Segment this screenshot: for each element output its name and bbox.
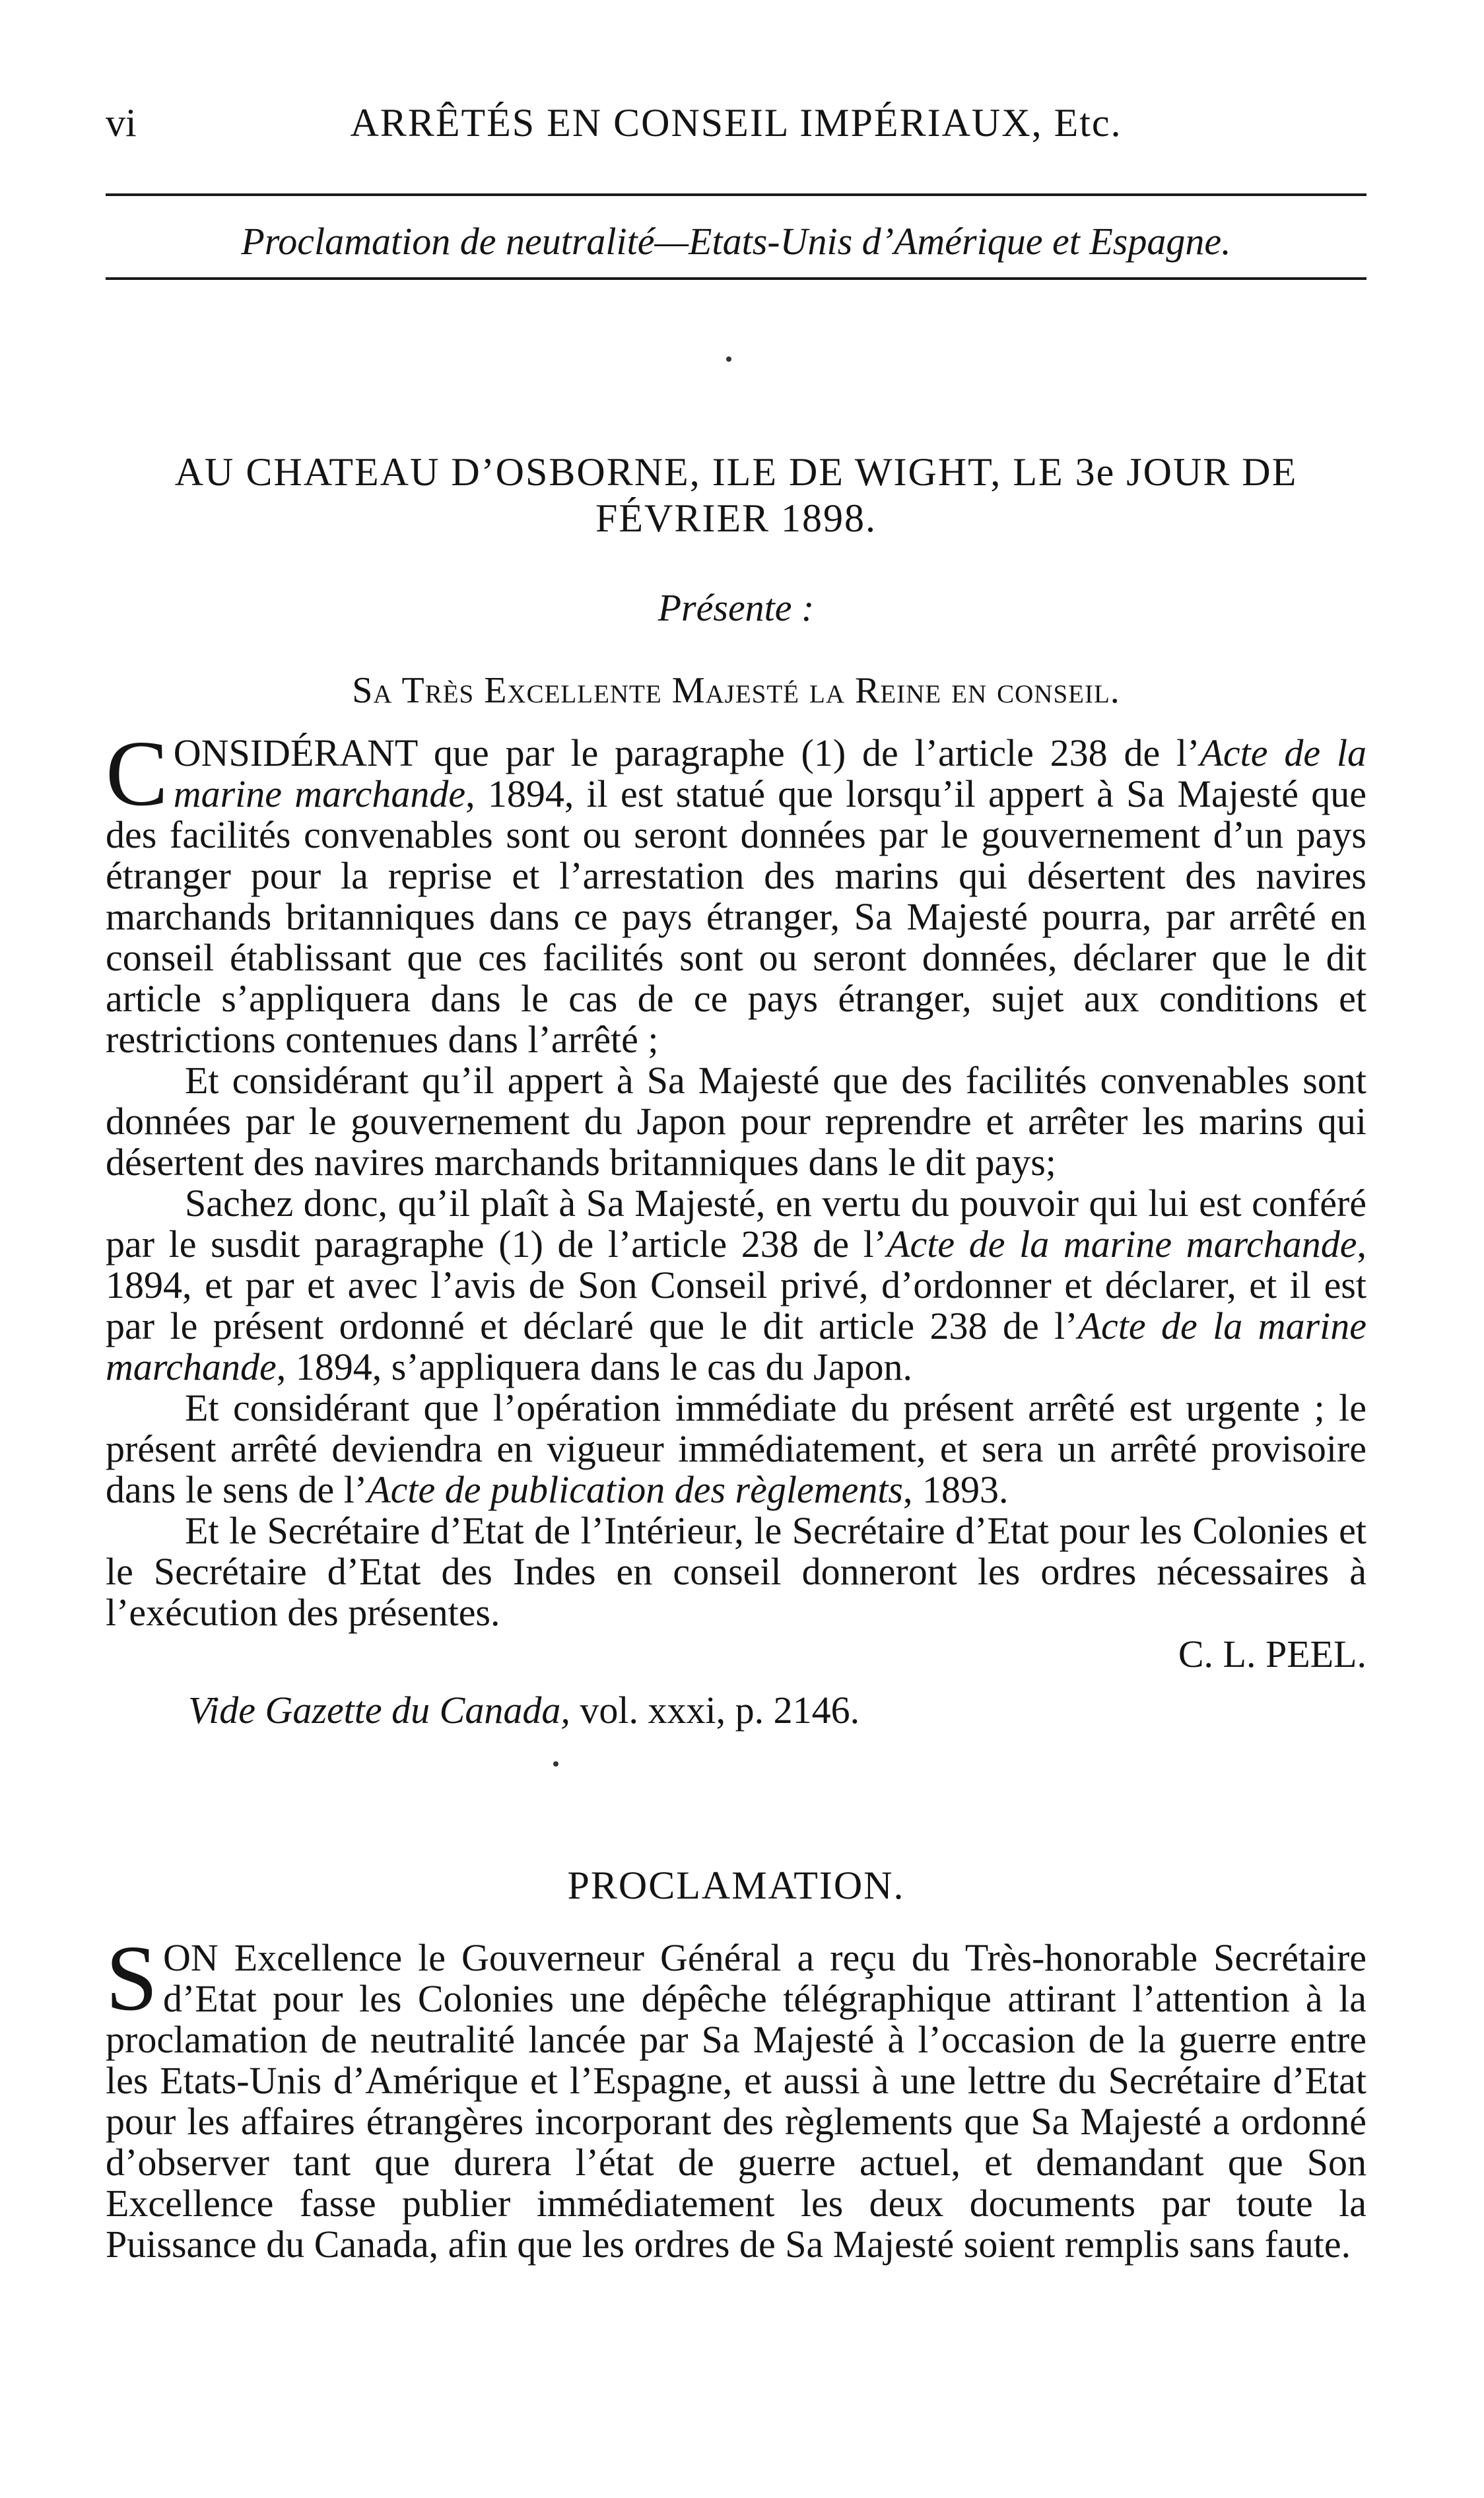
- drop-cap: C: [106, 721, 168, 825]
- text-run: Et considérant qu’il appert à Sa Majesté que des facilités convenables sont données par le gouvernement du Japon pour reprendre et arrêter les marins qui désertent des navires marchands britanniques dans le dit pays;: [106, 1059, 1366, 1184]
- text-run: , 1894, il est statué que lorsqu’il appert à Sa Majesté que des facilités convenables sont ou seront données par le gouvernement d’un pays étranger pour la reprise et l’arrestation des marins qui désertent des navires marchands britanniques dans ce pays étranger, Sa Majesté pourra, par arrêté en conseil établissant que ces facilités sont ou seront données, déclarer que le dit article s’appliquera dans le cas de ce pays étranger, sujet aux conditions et restrictions contenues dans l’arrêté ;: [106, 772, 1367, 1061]
- order-body: [106, 721, 1367, 1634]
- order-paragraph: [106, 1388, 1366, 1510]
- italic-title: Acte de la marine marchande: [887, 1223, 1357, 1266]
- gazette-reference: [188, 1690, 1310, 1731]
- text-run: Sachez donc, qu’il plaît à Sa Majesté, en vertu du pouvoir qui lui est conféré par le susdit paragraphe (1) de l’article 238 de l’: [106, 1182, 1366, 1266]
- section-subtitle: Proclamation de neutralité—Etats-Unis d’Amérique et Espagne.: [241, 220, 1231, 263]
- order-signature: C. L. PEEL.: [1178, 1633, 1366, 1675]
- header-rule-bottom: [106, 277, 1366, 280]
- proclamation-title: PROCLAMATION.: [567, 1864, 905, 1907]
- running-head: ARRÊTÉS EN CONSEIL IMPÉRIAUX, Etc.: [350, 101, 1122, 145]
- order-presente: Présente :: [658, 586, 815, 629]
- italic-title: Acte de la marine marchande: [173, 731, 1366, 815]
- gazette-ref: vol. xxxi, p. 2146.: [580, 1689, 860, 1732]
- drop-cap: S: [106, 1926, 158, 2030]
- text-run: Et considérant que l’opération immédiate du présent arrêté est urgente ; le présent arrêté deviendra en vigueur immédiatement, et sera un arrêté provisoire dans le sens de l’: [106, 1386, 1366, 1511]
- ornament-dot: [726, 356, 731, 362]
- italic-title: Acte de la marine marchande: [106, 1304, 1367, 1388]
- order-paragraph: [106, 721, 1367, 1061]
- proclamation-paragraph: [106, 1926, 1366, 2266]
- text-run: , 1893.: [903, 1468, 1009, 1511]
- text-run: , 1894, et par et avec l’avis de Son Conseil privé, d’ordonner et déclarer, et il est par le présent ordonné et déclaré que le dit article 238 de l’: [106, 1223, 1367, 1347]
- order-paragraph: [106, 1060, 1366, 1183]
- text-run: ONSIDÉRANT que par le paragraphe (1) de l’article 238 de l’: [173, 731, 1200, 774]
- text-run: Et le Secrétaire d’Etat de l’Intérieur, le Secrétaire d’Etat pour les Colonies et le Secrétaire d’Etat des Indes en conseil donneront les ordres nécessaires à l’exécution des présentes.: [106, 1509, 1366, 1634]
- order-presence: Sa Très Excellente Majesté la Reine en conseil.: [352, 670, 1120, 711]
- order-paragraph: [106, 1510, 1366, 1633]
- gazette-prefix: Vide Gazette du Canada,: [188, 1689, 570, 1732]
- ornament-dot: [553, 1761, 558, 1767]
- order-place-date: AU CHATEAU D’OSBORNE, ILE DE WIGHT, LE 3e JOUR DE FÉVRIER 1898.: [174, 450, 1298, 540]
- order-paragraph: [106, 1183, 1366, 1388]
- proclamation-body: [106, 1926, 1366, 2266]
- text-run: ON Excellence le Gouverneur Général a reçu du Très-honorable Secrétaire d’Etat pour les Colonies une dépêche télégraphique attirant l’attention à la proclamation de neutralité lancée par Sa Majesté à l’occasion de la guerre entre les Etats-Unis d’Amérique et l’Espagne, et aussi à une lettre du Secrétaire d’Etat pour les affaires étrangères incorporant des règlements que Sa Majesté a ordonné d’observer tant que durera l’état de guerre actuel, et demandant que Son Excellence fasse publier immédiatement les deux documents par toute la Puissance du Canada, afin que les ordres de Sa Majesté soient remplis sans faute.: [106, 1936, 1366, 2266]
- text-run: , 1894, s’appliquera dans le cas du Japon.: [276, 1345, 912, 1388]
- italic-title: Acte de publication des règlements: [367, 1468, 904, 1511]
- page-number: vi: [106, 101, 137, 145]
- header-rule-top: [106, 193, 1366, 196]
- page-header: [106, 100, 1366, 180]
